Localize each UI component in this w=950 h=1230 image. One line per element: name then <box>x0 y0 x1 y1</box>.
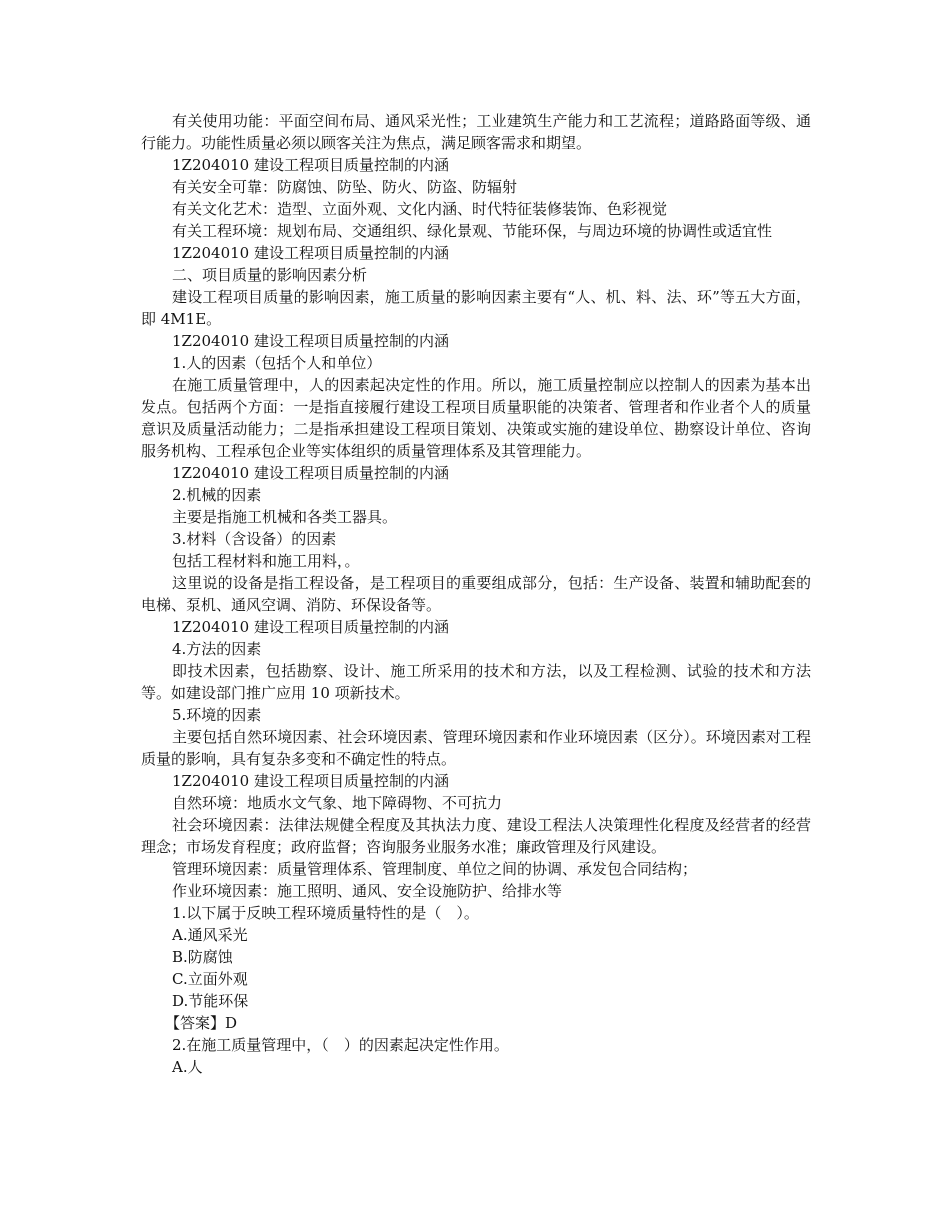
document-body <box>141 110 811 1078</box>
paragraph-environment: 有关工程环境：规划布局、交通组织、绿化景观、节能环保，与周边环境的协调性或适宜性 <box>172 222 773 240</box>
question-1: 1.以下属于反映工程环境质量特性的是（ ）。 <box>172 904 479 922</box>
paragraph-management-environment: 管理环境因素：质量管理体系、管理制度、单位之间的协调、承发包合同结构； <box>172 860 698 878</box>
paragraph-work-environment: 作业环境因素：施工照明、通风、安全设施防护、给排水等 <box>172 882 563 900</box>
paragraph-machine-factor: 主要是指施工机械和各类工器具。 <box>172 508 398 526</box>
item-heading-environment: 5.环境的因素 <box>172 706 262 724</box>
paragraph-culture-art: 有关文化艺术：造型、立面外观、文化内涵、时代特征装修装饰、色彩视觉 <box>172 200 668 218</box>
paragraph-people-factor: 在施工质量管理中，人的因素起决定性的作用。所以，施工质量控制应以控制人的因素为基本出发点。包括两个方面：一是指直接履行建设工程项目质量职能的决策者、管理者和作业者个人的质量意识及质量活动能力；二是指承担建设工程项目策划、决策或实施的建设单位、勘察设计单位、咨询服务机构、工程承包企业等实体组织的质量管理体系及其管理能力。 <box>141 376 811 460</box>
section-heading: 1Z204010 建设工程项目质量控制的内涵 <box>172 618 449 636</box>
item-heading-method: 4.方法的因素 <box>172 640 262 658</box>
question-1-option-b: B.防腐蚀 <box>172 948 233 966</box>
item-heading-machine: 2.机械的因素 <box>172 486 262 504</box>
paragraph-equipment: 这里说的设备是指工程设备，是工程项目的重要组成部分，包括：生产设备、装置和辅助配套的电梯、泵机、通风空调、消防、环保设备等。 <box>141 574 811 614</box>
paragraph-function-quality: 有关使用功能：平面空间布局、通风采光性；工业建筑生产能力和工艺流程；道路路面等级、通行能力。功能性质量必须以顾客关注为焦点，满足顾客需求和期望。 <box>141 112 811 152</box>
item-heading-material: 3.材料（含设备）的因素 <box>172 530 337 548</box>
question-1-option-a: A.通风采光 <box>172 926 248 944</box>
paragraph-environment-factor: 主要包括自然环境因素、社会环境因素、管理环境因素和作业环境因素（区分）。环境因素对工程质量的影响，具有复杂多变和不确定性的特点。 <box>141 728 811 768</box>
paragraph-natural-environment: 自然环境：地质水文气象、地下障碍物、不可抗力 <box>172 794 503 812</box>
question-2: 2.在施工质量管理中，（ ）的因素起决定性作用。 <box>172 1036 509 1054</box>
item-heading-people: 1.人的因素（包括个人和单位） <box>172 354 382 372</box>
subsection-heading: 二、项目质量的影响因素分析 <box>172 266 368 284</box>
question-1-option-d: D.节能环保 <box>172 992 249 1010</box>
paragraph-material-factor: 包括工程材料和施工用料，。 <box>172 552 360 570</box>
section-heading: 1Z204010 建设工程项目质量控制的内涵 <box>172 464 449 482</box>
question-1-option-c: C.立面外观 <box>172 970 248 988</box>
paragraph-social-environment: 社会环境因素：法律法规健全程度及其执法力度、建设工程法人决策理性化程度及经营者的经营理念；市场发育程度；政府监督；咨询服务业服务水准；廉政管理及行风建设。 <box>141 816 811 856</box>
section-heading: 1Z204010 建设工程项目质量控制的内涵 <box>172 772 449 790</box>
section-heading: 1Z204010 建设工程项目质量控制的内涵 <box>172 332 449 350</box>
paragraph-method-factor: 即技术因素，包括勘察、设计、施工所采用的技术和方法，以及工程检测、试验的技术和方法等。如建设部门推广应用 10 项新技术。 <box>141 662 811 702</box>
question-1-answer: 【答案】D <box>165 1014 238 1032</box>
paragraph-factors-overview: 建设工程项目质量的影响因素，施工质量的影响因素主要有“人、机、料、法、环”等五大方面，即 4M1E。 <box>141 288 811 328</box>
paragraph-safety: 有关安全可靠：防腐蚀、防坠、防火、防盗、防辐射 <box>172 178 518 196</box>
question-2-option-a: A.人 <box>172 1058 203 1076</box>
section-heading: 1Z204010 建设工程项目质量控制的内涵 <box>172 156 449 174</box>
section-heading: 1Z204010 建设工程项目质量控制的内涵 <box>172 244 449 262</box>
